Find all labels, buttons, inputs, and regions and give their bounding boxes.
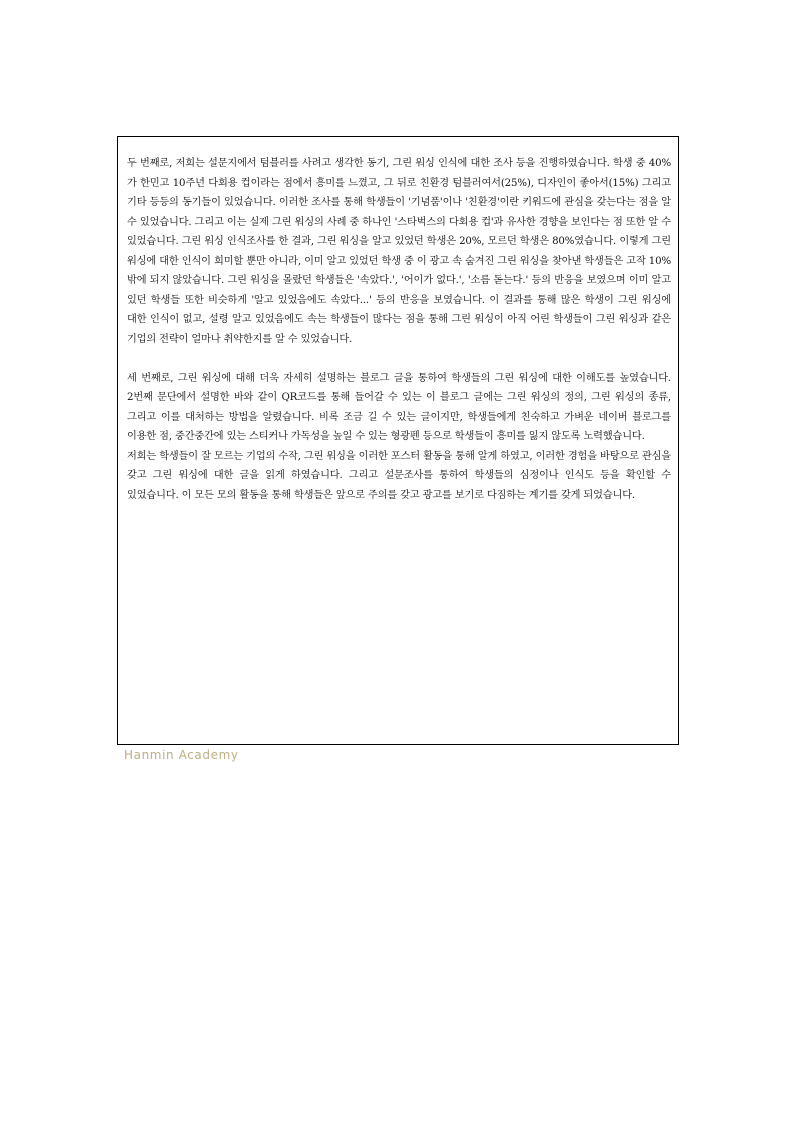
essay-text-box	[117, 136, 679, 745]
footer-academy-name: Hanmin Academy	[124, 748, 239, 762]
paragraph-second-survey: 두 번째로, 저희는 설문지에서 텀블러를 사려고 생각한 동기, 그린 워싱 인식에 대한 조사 등을 진행하였습니다. 학생 중 40%가 한민고 10주년 다회용 컵이라는 점에서 흥미를 느꼈고, 그 뒤로 친환경 텀블러여서(25%), 디자인이 좋아서(15%) 그리고 기타 등등의 동기들이 있었습니다. 이러한 조사를 통해 학생들이 '기념품'이나 '친환경'이란 키워드에 관심을 갖는다는 점을 알 수 있었습니다. 그리고 이는 실제 그린 워싱의 사례 중 하나인 '스타벅스의 다회용 컵'과 유사한 경향을 보인다는 점 또한 알 수 있었습니다. 그린 워싱 인식조사를 한 결과, 그린 워싱을 알고 있었던 학생은 20%, 모르던 학생은 80%였습니다. 이렇게 그린 워싱에 대한 인식이 희미할 뿐만 아니라, 이미 알고 있었던 학생 중 이 광고 속 숨겨진 그린 워싱을 찾아낸 학생들은 고작 10%밖에 되지 않았습니다. 그린 워싱을 몰랐던 학생들은 '속았다.', '어이가 없다.', '소름 돋는다.' 등의 반응을 보였으며 이미 알고 있던 학생들 또한 비슷하게 '알고 있었음에도 속았다...' 등의 반응을 보였습니다. 이 결과를 통해 많은 학생이 그린 워싱에 대한 인식이 없고, 설령 알고 있었음에도 속는 학생들이 많다는 점을 통해 그린 워싱이 아직 어린 학생들이 그린 워싱과 같은 기업의 전략이 얼마나 취약한지를 알 수 있었습니다.	[127, 158, 671, 345]
paragraph-conclusion: 저희는 학생들이 잘 모르는 기업의 수작, 그린 워싱을 이러한 포스터 활동을 통해 알게 하였고, 이러한 경험을 바탕으로 관심을 갖고 그린 워싱에 대한 글을 읽게 하였습니다. 그리고 설문조사를 통하여 학생들의 심정이나 인식도 등을 확인할 수 있었습니다. 이 모든 모의 활동을 통해 학생들은 앞으로 주의를 갖고 광고를 보기로 다짐하는 계기를 갖게 되었습니다.	[127, 450, 671, 501]
paragraph-third-blog: 세 번째로, 그린 워싱에 대해 더욱 자세히 설명하는 블로그 글을 통하여 학생들의 그린 워싱에 대한 이해도를 높였습니다. 2번째 문단에서 설명한 바와 같이 QR코드를 통해 들어갈 수 있는 이 블로그 글에는 그린 워싱의 정의, 그린 워싱의 종류, 그리고 이를 대처하는 방법을 알렸습니다. 비록 조금 길 수 있는 글이지만, 학생들에게 친숙하고 가벼운 네이버 블로그를 이용한 점, 중간중간에 있는 스티커나 가독성을 높일 수 있는 형광펜 등으로 학생들이 흥미를 잃지 않도록 노력했습니다.	[127, 372, 671, 442]
